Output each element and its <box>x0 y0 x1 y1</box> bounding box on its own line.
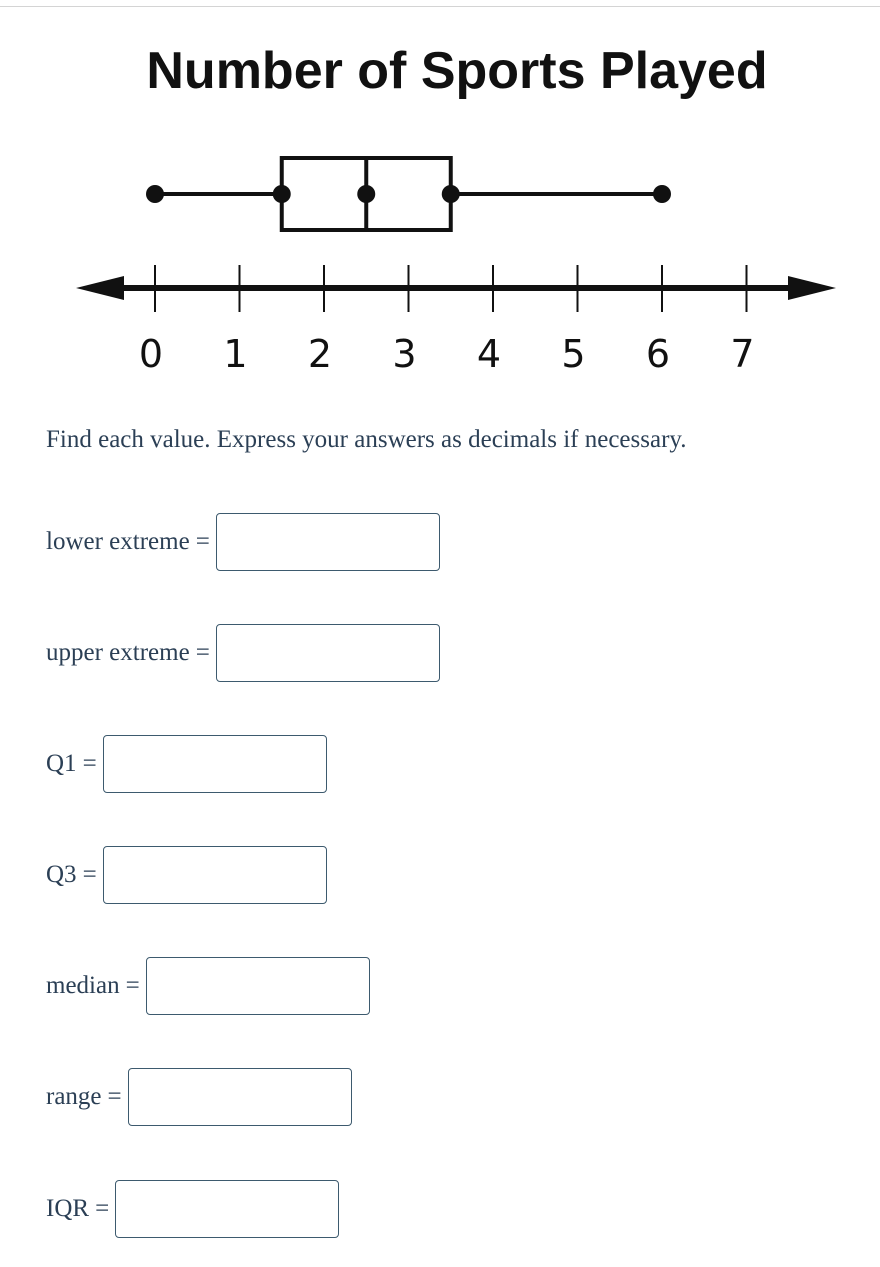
iqr-input[interactable] <box>115 1180 339 1238</box>
tick-label: 4 <box>476 332 502 376</box>
upper-extreme-input[interactable] <box>216 624 440 682</box>
tick-label: 7 <box>730 332 755 376</box>
median-input[interactable] <box>146 957 370 1015</box>
q1-row <box>46 735 327 793</box>
equals-sign: = <box>195 528 210 555</box>
tick-label: 0 <box>138 332 164 376</box>
upper-extreme-row <box>46 624 440 682</box>
range-input[interactable] <box>128 1068 352 1126</box>
equals-sign: = <box>125 972 140 999</box>
right-arrow-icon <box>788 276 836 300</box>
equals-sign: = <box>95 1195 110 1222</box>
lower-extreme-input[interactable] <box>216 513 440 571</box>
equals-sign: = <box>195 639 210 666</box>
lower-extreme-label: lower extreme <box>46 528 190 555</box>
lower-extreme-row <box>46 513 440 571</box>
number-line <box>76 265 836 376</box>
range-label: range <box>46 1083 102 1110</box>
equals-sign: = <box>82 861 97 888</box>
max-point <box>653 185 671 203</box>
q3-label: Q3 <box>46 861 77 888</box>
tick-label: 1 <box>223 332 248 376</box>
tick-label: 3 <box>392 332 417 376</box>
q3-input[interactable] <box>103 846 327 904</box>
tick-label: 2 <box>307 332 333 376</box>
instructions-text: Find each value. Express your answers as decimals if necessary. <box>46 426 687 453</box>
iqr-row <box>46 1180 339 1238</box>
q3-point <box>442 185 460 203</box>
tick-label: 5 <box>561 332 586 376</box>
chart-title: Number of Sports Played <box>146 42 768 100</box>
equals-sign: = <box>82 750 97 777</box>
equals-sign: = <box>107 1083 122 1110</box>
iqr-label: IQR <box>46 1195 90 1222</box>
q3-row <box>46 846 327 904</box>
q1-input[interactable] <box>103 735 327 793</box>
median-label: median <box>46 972 120 999</box>
left-arrow-icon <box>76 276 124 300</box>
upper-extreme-label: upper extreme <box>46 639 190 666</box>
box-plot-figure <box>0 0 880 400</box>
tick-label: 6 <box>645 332 671 376</box>
box-and-whisker <box>146 158 671 230</box>
median-point <box>357 185 375 203</box>
q1-point <box>273 185 291 203</box>
q1-label: Q1 <box>46 750 77 777</box>
min-point <box>146 185 164 203</box>
range-row <box>46 1068 352 1126</box>
median-row <box>46 957 370 1015</box>
